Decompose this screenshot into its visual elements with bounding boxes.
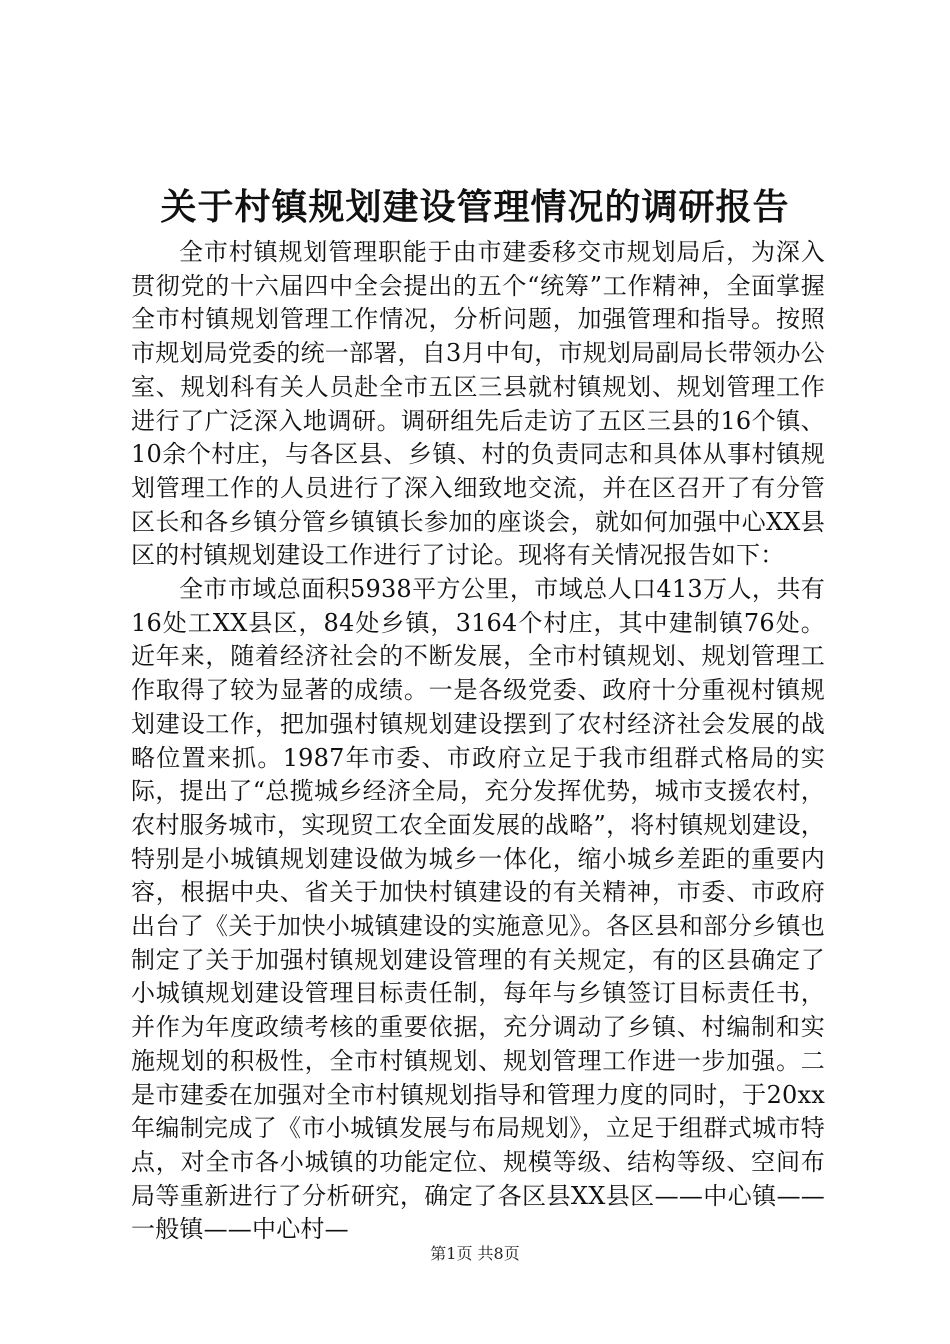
document-title: 关于村镇规划建设管理情况的调研报告: [160, 186, 790, 228]
document-body: [131, 236, 825, 1247]
paragraph-1: 全市村镇规划管理职能于由市建委移交市规划局后，为深入贯彻党的十六届四中全会提出的五个“统筹”工作精神，全面掌握全市村镇规划管理工作情况，分析问题，加强管理和指导。按照市规划局党委的统一部署，自3月中旬，市规划局副局长带领办公室、规划科有关人员赴全市五区三县就村镇规划、规划管理工作进行了广泛深入地调研。调研组先后走访了五区三县的16个镇、10余个村庄，与各区县、乡镇、村的负责同志和具体从事村镇规划管理工作的人员进行了深入细致地交流，并在区召开了有分管区长和各乡镇分管乡镇镇长参加的座谈会，就如何加强中心XX县区的村镇规划建设工作进行了讨论。现将有关情况报告如下：: [131, 238, 825, 570]
paragraph-2: 全市市域总面积5938平方公里，市域总人口413万人，共有16处工XX县区，84处乡镇，3164个村庄，其中建制镇76处。近年来，随着经济社会的不断发展，全市村镇规划、规划管理工作取得了较为显著的成绩。一是各级党委、政府十分重视村镇规划建设工作，把加强村镇规划建设摆到了农村经济社会发展的战略位置来抓。1987年市委、市政府立足于我市组群式格局的实际，提出了“总揽城乡经济全局，充分发挥优势，城市支援农村，农村服务城市，实现贸工农全面发展的战略”，将村镇规划建设，特别是小城镇规划建设做为城乡一体化，缩小城乡差距的重要内容，根据中央、省关于加快村镇建设的有关精神，市委、市政府出台了《关于加快小城镇建设的实施意见》。各区县和部分乡镇也制定了关于加强村镇规划建设管理的有关规定，有的区县确定了小城镇规划建设管理目标责任制，每年与乡镇签订目标责任书，并作为年度政绩考核的重要依据，充分调动了乡镇、村编制和实施规划的积极性，全市村镇规划、规划管理工作进一步加强。二是市建委在加强对全市村镇规划指导和管理力度的同时，于20xx年编制完成了《市小城镇发展与布局规划》，立足于组群式城市特点，对全市各小城镇的功能定位、规模等级、结构等级、空间布局等重新进行了分析研究，确定了各区县XX县区——中心镇——一般镇——中心村—: [131, 575, 825, 1244]
page-footer: 第1页 共8页: [430, 1244, 520, 1263]
